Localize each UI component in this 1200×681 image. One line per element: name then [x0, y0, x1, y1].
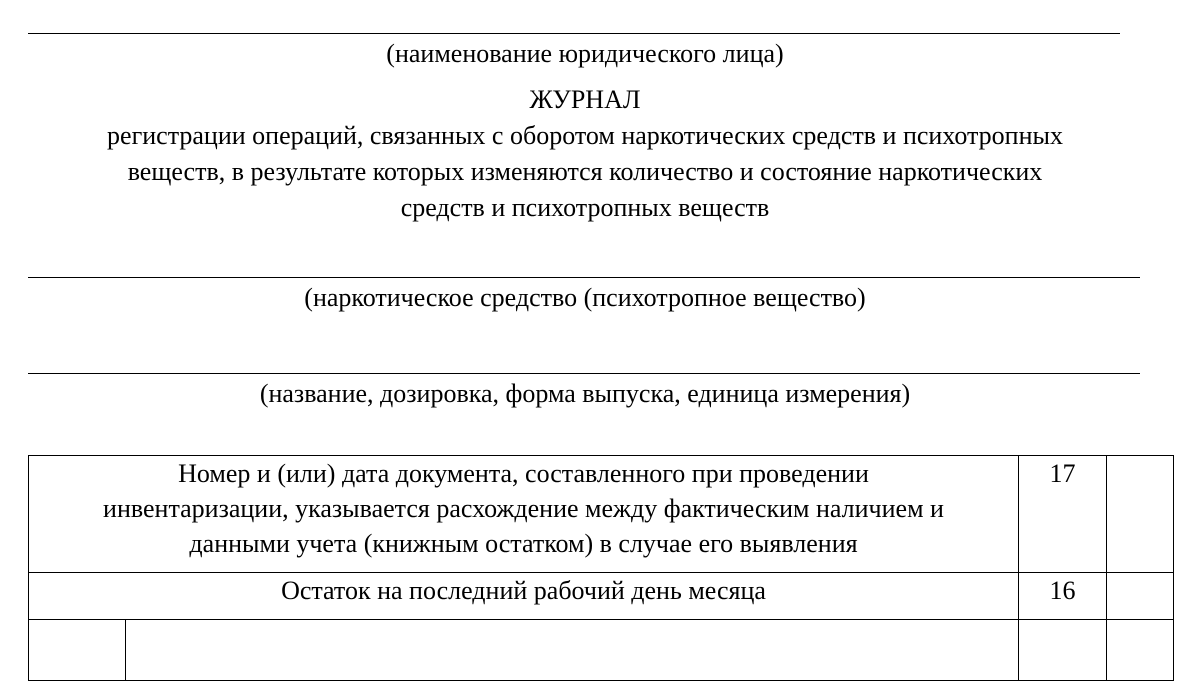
journal-heading: ЖУРНАЛ — [529, 85, 641, 114]
split-cell-left — [29, 620, 126, 680]
journal-subtitle-line: средств и психотропных веществ — [400, 193, 770, 222]
substance-line — [28, 277, 1140, 278]
table-cell-value — [1107, 573, 1174, 620]
journal-table — [28, 455, 1174, 681]
table-cell-split — [29, 620, 1019, 681]
details-line — [28, 373, 1140, 374]
table-cell-description — [29, 573, 1019, 620]
legal-entity-line — [28, 33, 1120, 34]
table-cell-column-number: 16 — [1019, 573, 1107, 620]
table-cell-column-number: 17 — [1019, 456, 1107, 573]
table-row — [29, 573, 1174, 620]
table-cell-column-number — [1019, 620, 1107, 681]
journal-title-block — [0, 82, 1170, 226]
journal-subtitle-line: веществ, в результате которых изменяются количество и состояние наркотических — [127, 157, 1043, 186]
table-cell-value — [1107, 620, 1174, 681]
cell-text-line: инвентаризации, указывается расхождение между фактическим наличием и — [103, 494, 944, 523]
legal-entity-caption: (наименование юридического лица) — [386, 39, 784, 68]
cell-text-line: данными учета (книжным остатком) в случае его выявления — [189, 529, 858, 558]
table-cell-value — [1107, 456, 1174, 573]
cell-text-line: Номер и (или) дата документа, составленного при проведении — [178, 459, 869, 488]
substance-caption: (наркотическое средство (психотропное вещество) — [304, 283, 866, 312]
table-cell-description — [29, 456, 1019, 573]
split-cell-inner — [29, 620, 1018, 680]
table-row — [29, 620, 1174, 681]
cell-text-line: Остаток на последний рабочий день месяца — [281, 576, 766, 605]
table-row — [29, 456, 1174, 573]
details-caption: (название, дозировка, форма выпуска, единица измерения) — [259, 379, 911, 408]
journal-subtitle-line: регистрации операций, связанных с оборотом наркотических средств и психотропных — [107, 121, 1063, 150]
